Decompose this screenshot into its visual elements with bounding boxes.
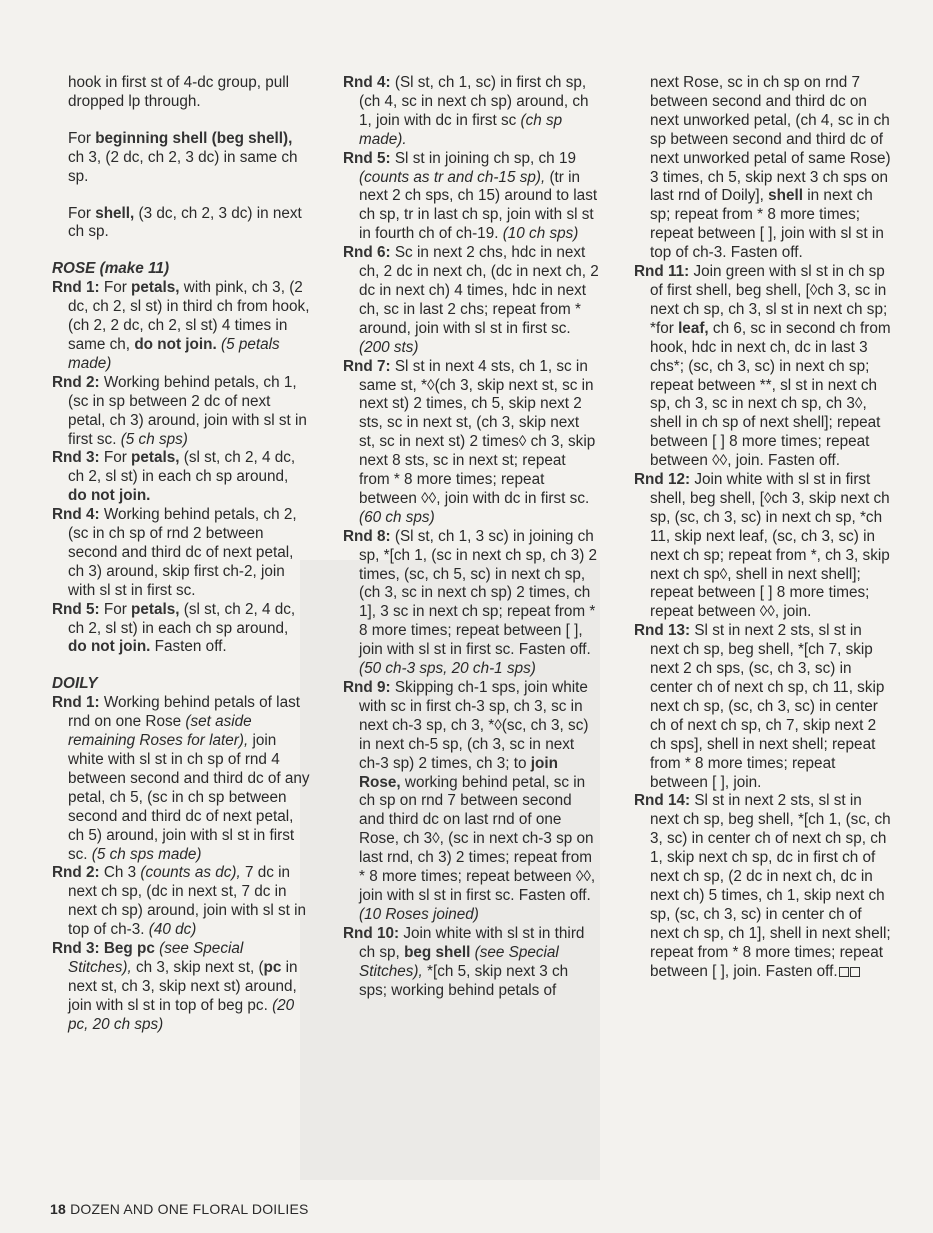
round-label: Rnd 12: [634,471,691,489]
italic-note: (ch sp made). [359,111,563,148]
text-run: 7 dc in next ch sp, (dc in next st, 7 dc in next ch sp) around, join with sl st in top of ch-3. [68,864,307,939]
text-run: For [99,600,132,618]
text-run: Ch 3 [99,864,141,882]
text-run: (sl st, ch 2, 4 dc, ch 2, sl st) in each ch sp around, [68,449,296,486]
text-run: Join white with sl st in first shell, beg shell, [◊ch 3, skip next ch sp, (sc, ch 3, sc) in next ch sp, *ch 11, skip next leaf, (sc, ch 3, sc) in next ch sp; repeat from *, ch 3, skip next ch sp◊, shell in next shell]; repeat between [ ] 8 more times; repeat between ◊◊, join. [650,471,890,621]
instruction-paragraph [52,506,310,601]
text-run: For [99,449,132,467]
round-label: Rnd 7: [343,357,391,375]
instruction-paragraph [343,150,599,245]
bold-term: do not join. [68,638,151,656]
text-run: ch 6, sc in second ch from hook, hdc in next ch, dc in last 3 chs*; (sc, ch 3, sc) in next ch sp; repeat between **, sl st in next ch sp, ch 3, sc in next ch sp, ch 3◊, shell in ch sp of next shell]; repeat between [ ] 8 more times; repeat between ◊◊, join. Fasten off. [650,319,891,470]
bold-term: Beg pc [103,940,155,958]
end-marker-icon [839,967,849,977]
text-run: next Rose, sc in ch sp on rnd 7 between second and third dc on next unworked petal, (ch 4, sc in ch sp between second and third dc of next unworked petal of same Rose) 3 times, ch 5, skip next 3 ch sps on last rnd of Doily], [650,74,891,205]
instruction-paragraph [52,940,310,1035]
instruction-paragraph [343,528,599,679]
instruction-paragraph [634,792,892,981]
instruction-paragraph [52,279,310,374]
instruction-paragraph [343,358,599,528]
italic-note: (set aside remaining Roses for later), [68,713,252,750]
instruction-paragraph [343,925,599,1001]
italic-note: (200 sts) [359,338,419,356]
end-marker-icon [850,967,860,977]
book-title: DOZEN AND ONE FLORAL DOILIES [70,1201,309,1217]
text-run: Working behind petals, ch 1, (sc in sp between 2 dc of next petal, ch 3) around, join with sl st in first sc. [68,373,307,448]
round-label: Rnd 2: [52,373,100,391]
text-run: Join white with sl st in third ch sp, [359,924,585,961]
bold-term: leaf, [678,319,709,337]
italic-note: (5 ch sps) [120,430,188,448]
text-run: Join green with sl st in ch sp of first shell, beg shell, [◊ch 3, sc in next ch sp, ch 3, sl st in next ch sp; *for [650,263,888,337]
section-heading: DOILY [52,675,98,693]
page-number: 18 [50,1201,66,1217]
italic-note: (60 ch sps) [359,508,435,526]
text-run: ch 3, (2 dc, ch 2, 3 dc) in same ch sp. [68,148,298,185]
text-run: Working behind petals of last rnd on one Rose [68,694,300,731]
instruction-paragraph [343,244,599,357]
bold-term: petals, [131,449,180,467]
round-label: Rnd 10: [343,924,400,942]
bold-term: do not join. [68,487,151,505]
text-run: Sl st in next 4 sts, ch 1, sc in same st, *◊(ch 3, skip next st, sc in next st) 2 times, ch 5, skip next 2 sts, sc in next st, (ch 3, skip next st, sc in next st) 2 times◊ ch 3, skip next 8 sts, sc in next st; repeat from * 8 more times; repeat between ◊◊, join with dc in first sc. [359,357,596,507]
text-run: (Sl st, ch 1, 3 sc) in joining ch sp, *[ch 1, (sc in next ch sp, ch 3) 2 times, (sc, ch 5, sc) in next ch sp, (ch 3, sc in next ch sp) 2 times, ch 1], 3 sc in next ch sp; repeat from * 8 more times; repeat between [ ], join with sl st in first sc. Fasten off. [359,527,598,659]
text-run: in next st, ch 3, skip next st) around, join with sl st in top of beg pc. [68,958,298,1014]
text-run: For [68,204,96,222]
italic-note: (counts as tr and ch-15 sp), [359,168,546,186]
bold-term: join Rose, [359,754,558,791]
round-label: Rnd 1: [52,694,100,712]
text-run: (3 dc, ch 2, 3 dc) in next ch sp. [68,204,302,241]
instruction-paragraph [634,263,892,471]
instruction-paragraph [52,130,310,187]
round-label: Rnd 1: [52,279,100,297]
instruction-paragraph [343,679,599,925]
italic-note: (see Special Stitches), [359,943,559,980]
text-run: ch 3, skip next st, ( [131,958,264,976]
round-label: Rnd 11: [634,263,690,281]
round-label: Rnd 9: [343,679,391,696]
round-label: Rnd 3: [52,449,100,467]
text-run: *[ch 5, skip next 3 ch sps; working behind petals of [359,962,569,999]
column-3 [634,74,892,982]
italic-note: (see Special Stitches), [68,940,244,976]
bold-term: petals, [131,279,180,297]
bold-term: beginning shell (beg shell), [95,129,293,147]
text-run: (Sl st, ch 1, sc) in first ch sp, (ch 4, sc in next ch sp) around, ch 1, join with dc in first sc [359,74,589,129]
round-label: Rnd 4: [52,506,100,524]
text-run: Sl st in next 2 sts, sl st in next ch sp, beg shell, *[ch 1, (sc, ch 3, sc) in center ch of next ch sp, ch 1, skip next ch sp, dc in first ch of next ch sp, (2 dc in next ch, dc in next ch) 5 times, ch 1, skip next ch sp, (sc, ch 3, sc) in center ch of next ch sp, ch 1], shell in next shell; repeat from * 8 more times; repeat between [ ], join. Fasten off. [650,792,891,980]
italic-note: (counts as dc), [140,864,241,882]
text-run: in next ch sp; repeat from * 8 more times; repeat between [ ], join with sl st in top of ch-3. Fasten off. [650,187,884,262]
text-run: hook in first st of 4-dc group, pull dropped lp through. [68,74,290,110]
section-heading: ROSE (make 11) [52,260,170,278]
bold-term: petals, [131,600,180,618]
round-label: Rnd 8: [343,527,391,545]
round-label: Rnd 2: [52,864,100,882]
italic-note: (10 Roses joined) [359,905,479,923]
round-label: Rnd 6: [343,244,391,262]
instruction-paragraph [634,471,892,622]
italic-note: (5 ch sps made) [91,845,202,863]
instruction-paragraph [634,74,892,263]
column-2 [343,74,599,1000]
instruction-paragraph [52,374,310,450]
italic-note: (5 petals made) [68,335,280,372]
text-run: Sl st in next 2 sts, sl st in next ch sp, beg shell, *[ch 7, skip next 2 ch sps, (sc, ch 3, sc) in center ch of next ch sp, ch 11, skip next ch sp, (sc, ch 3, sc) in center ch of next ch sp, ch 7, skip next 2 ch sps], shell in next shell; repeat from * 8 more times; repeat between [ ], join. [650,622,885,791]
text-run: Working behind petals, ch 2, (sc in ch sp of rnd 2 between second and third dc of next petal, ch 3) around, skip first ch-2, join with sl st in first sc. [68,506,297,599]
round-label: Rnd 5: [52,600,100,618]
page-footer [50,1201,309,1217]
italic-note: (40 dc) [148,921,197,939]
text-run: (tr in next 2 ch sps, ch 15) around to last ch sp, tr in last ch sp, join with sl st in fourth ch of ch-19. [359,168,598,243]
text-run: For [68,129,96,147]
bold-term: pc [263,958,282,976]
text-run: with pink, ch 3, (2 dc, ch 2, sl st) in third ch from hook, (ch 2, 2 dc, ch 2, sl st) 4 times in same ch, [68,279,310,353]
instruction-paragraph [52,694,310,864]
instruction-paragraph [52,864,310,940]
instruction-paragraph [343,74,599,150]
text-run: Skipping ch-1 sps, join white with sc in first ch-3 sp, ch 3, sc in next ch-3 sp, ch 3, *◊(sc, ch 3, sc) in next ch-5 sp, (ch 3, sc in next ch-3 sp) 2 times, ch 3; to [359,679,589,772]
italic-note: (10 ch sps) [502,225,579,243]
bold-term: shell [768,187,804,205]
text-run: Sc in next 2 chs, hdc in next ch, 2 dc in next ch, (dc in next ch, 2 dc in next ch) 4 times, hdc in next ch, sc in last 2 chs; repeat from * around, join with sl st in first sc. [359,244,599,337]
bold-term: shell, [95,204,135,222]
text-run: Fasten off. [150,638,227,656]
instruction-paragraph [52,601,310,658]
column-1 [52,74,310,1035]
instruction-paragraph [52,449,310,506]
round-label: Rnd 13: [634,622,691,640]
text-run: (sl st, ch 2, 4 dc, ch 2, sl st) in each ch sp around, [68,600,296,637]
text-run: join white with sl st in ch sp of rnd 4 between second and third dc of any petal, ch 5, (sc in ch sp between second and third dc of next petal, ch 5) around, join with sl st in first sc. [68,732,310,863]
round-label: Rnd 3: [52,940,100,958]
italic-note: (50 ch-3 sps, 20 ch-1 sps) [359,660,536,678]
bold-term: do not join. [134,335,217,353]
text-run: For [99,279,132,297]
text-run: Sl st in joining ch sp, ch 19 [390,149,576,167]
italic-note: (20 pc, 20 ch sps) [68,996,295,1033]
instruction-paragraph [52,205,310,243]
instruction-paragraph [634,622,892,792]
round-label: Rnd 4: [343,74,391,91]
bold-term: beg shell [404,943,471,961]
round-label: Rnd 14: [634,792,691,810]
text-run: working behind petal, sc in ch sp on rnd 7 between second and third dc on last rnd of one Rose, ch 3◊, (sc in next ch-3 sp on last rnd, ch 3) 2 times; repeat from * 8 more times; repeat between ◊◊, join with sl st in first sc. Fasten off. [359,773,596,904]
round-label: Rnd 5: [343,149,391,167]
instruction-paragraph [52,74,310,112]
